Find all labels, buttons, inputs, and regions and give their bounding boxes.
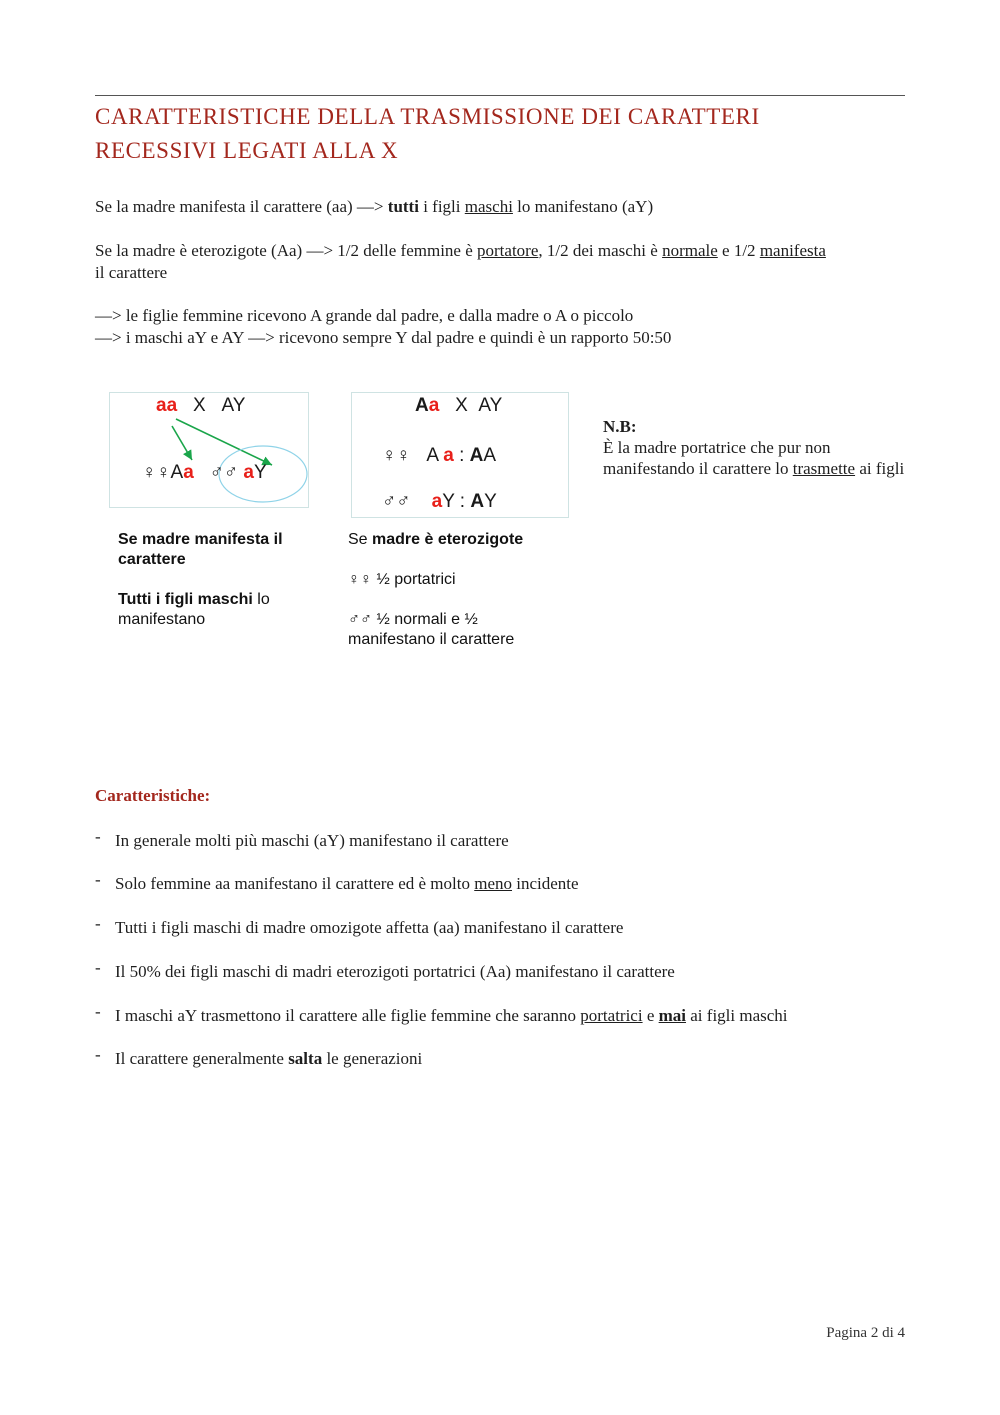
bullet-dash: - — [95, 827, 101, 846]
bullet-text-part: Il carattere generalmente — [115, 1049, 289, 1068]
bullet-text — [115, 873, 579, 895]
p2-text: Se la madre è eterozigote (Aa) —> 1/2 delle femmine è — [95, 241, 478, 260]
bullet-text: Tutti i figli maschi di madre omozigote affetta (aa) manifestano il carattere — [115, 918, 624, 937]
female-symbol-icon: ♀♀ — [142, 462, 171, 483]
bullet-text-part: Solo femmine aa manifestano il carattere ed è molto — [115, 874, 475, 893]
bullet-dash: - — [95, 1002, 101, 1021]
bullet-dash: - — [95, 870, 101, 889]
header-rule — [95, 95, 905, 96]
daughter-allele-A-2: A — [483, 445, 497, 466]
daughter-allele-A-bold: A — [469, 445, 484, 466]
diagram-1-cross — [156, 395, 245, 417]
title-line-2: RECESSIVI LEGATI ALLA X — [95, 138, 399, 163]
caption-diagram-1 — [118, 530, 318, 630]
cross-symbol: X — [455, 395, 468, 416]
cross-symbol: X — [192, 395, 206, 416]
p2-text-4: il carattere — [95, 263, 168, 282]
daughter-allele-A: A — [170, 462, 184, 483]
bullet-text-part: incidente — [512, 874, 579, 893]
male-symbol-icon: ♂♂ — [382, 491, 411, 512]
bullet-bold: salta — [288, 1049, 323, 1068]
mother-genotype: aa — [156, 395, 178, 416]
bullet-text — [115, 1005, 788, 1027]
nb-label: N.B: — [603, 417, 637, 436]
son-allele-a: a — [243, 462, 254, 483]
paragraph-3 — [95, 305, 907, 349]
diagram-1-offspring — [142, 462, 267, 484]
diagram-2-daughters — [382, 445, 496, 467]
bullet-text: In generale molti più maschi (aY) manifestano il carattere — [115, 831, 509, 850]
page-title — [95, 100, 915, 168]
caption-diagram-2 — [348, 530, 548, 650]
p1-bold: tutti — [387, 197, 419, 216]
bullet-text — [115, 1048, 422, 1070]
page-number: Pagina 2 di 4 — [826, 1325, 905, 1341]
p1-text-3: lo manifestano (aY) — [512, 197, 654, 216]
daughter-allele-A: A — [426, 445, 444, 466]
caption-1-bold: Tutti i figli maschi — [118, 591, 253, 608]
bullet-text: Il 50% dei figli maschi di madri eterozigoti portatrici (Aa) manifestano il carattere — [115, 962, 675, 981]
mother-allele-A: A — [415, 395, 429, 416]
p3-line-2: —> i maschi aY e AY —> ricevono sempre Y dal padre e quindi è un rapporto 50:50 — [95, 328, 672, 347]
son-allele-A-bold: A — [470, 491, 485, 512]
p2-text-3: e 1/2 — [717, 241, 760, 260]
p1-text: Se la madre manifesta il carattere (aa) —> — [95, 197, 388, 216]
paragraph-2 — [95, 240, 907, 284]
bullet-text-part: I maschi aY trasmettono il carattere alle figlie femmine che saranno — [115, 1006, 581, 1025]
mother-allele-a: a — [428, 395, 440, 416]
p2-underline-normale: normale — [662, 241, 718, 260]
arrow-to-daughters — [172, 426, 192, 460]
p2-text-2: , 1/2 dei maschi è — [538, 241, 663, 260]
bullet-dash: - — [95, 958, 101, 977]
male-symbol-icon: ♂♂ — [209, 462, 239, 483]
bullet-text-part: e — [642, 1006, 659, 1025]
bullet-underline: portatrici — [580, 1006, 643, 1025]
bullet-text-part: ai figli maschi — [686, 1006, 788, 1025]
p2-underline-manifesta: manifesta — [759, 241, 826, 260]
diagram-homozygous-mother — [109, 392, 309, 508]
section-heading: Caratteristiche: — [95, 786, 211, 805]
son-allele-a: a — [431, 491, 443, 512]
p1-text-2: i figli — [418, 197, 465, 216]
p2-underline-portatore: portatore — [477, 241, 539, 260]
bullet-dash: - — [95, 914, 101, 933]
p1-underline: maschi — [464, 197, 513, 216]
p3-line-1: —> le figlie femmine ricevono A grande dal padre, e dalla madre o A o piccolo — [95, 306, 634, 325]
father-genotype: AY — [478, 395, 503, 416]
bullet-dash: - — [95, 1045, 101, 1064]
paragraph-1 — [95, 196, 907, 218]
caption-2-males: ♂♂ ½ normali e ½ manifestano il carattere — [348, 611, 515, 648]
son-allele-Y: Y — [253, 462, 267, 483]
nb-text: È la madre portatrice che pur non manifestando il carattere lo — [603, 438, 831, 478]
bullet-text-part: le generazioni — [322, 1049, 423, 1068]
diagram-2-sons — [382, 491, 497, 513]
ratio-separator: : — [453, 445, 470, 466]
son-allele-Y: Y — [484, 491, 497, 512]
caption-2-females: ♀♀ ½ portatrici — [348, 571, 456, 588]
father-genotype: AY — [221, 395, 246, 416]
title-line-1: CARATTERISTICHE DELLA TRASMISSIONE DEI CARATTERI — [95, 104, 760, 129]
daughter-allele-a: a — [183, 462, 194, 483]
caption-2-text: Se — [348, 531, 373, 548]
caption-1-text: lo manifestano — [118, 591, 270, 628]
diagram-2-cross — [415, 395, 502, 417]
caption-2-bold: madre è eterozigote — [372, 531, 524, 548]
son-allele-Y-sep: Y : — [442, 491, 471, 512]
nb-text-2: ai figli — [855, 459, 905, 478]
nota-bene — [603, 416, 913, 479]
bullet-underline: meno — [474, 874, 513, 893]
female-symbol-icon: ♀♀ — [382, 445, 411, 466]
caption-1-heading: Se madre manifesta il carattere — [118, 531, 283, 568]
nb-underline: trasmette — [792, 459, 856, 478]
daughter-allele-a: a — [443, 445, 454, 466]
bullet-underline-bold: mai — [658, 1006, 687, 1025]
diagram-heterozygous-mother — [351, 392, 569, 518]
